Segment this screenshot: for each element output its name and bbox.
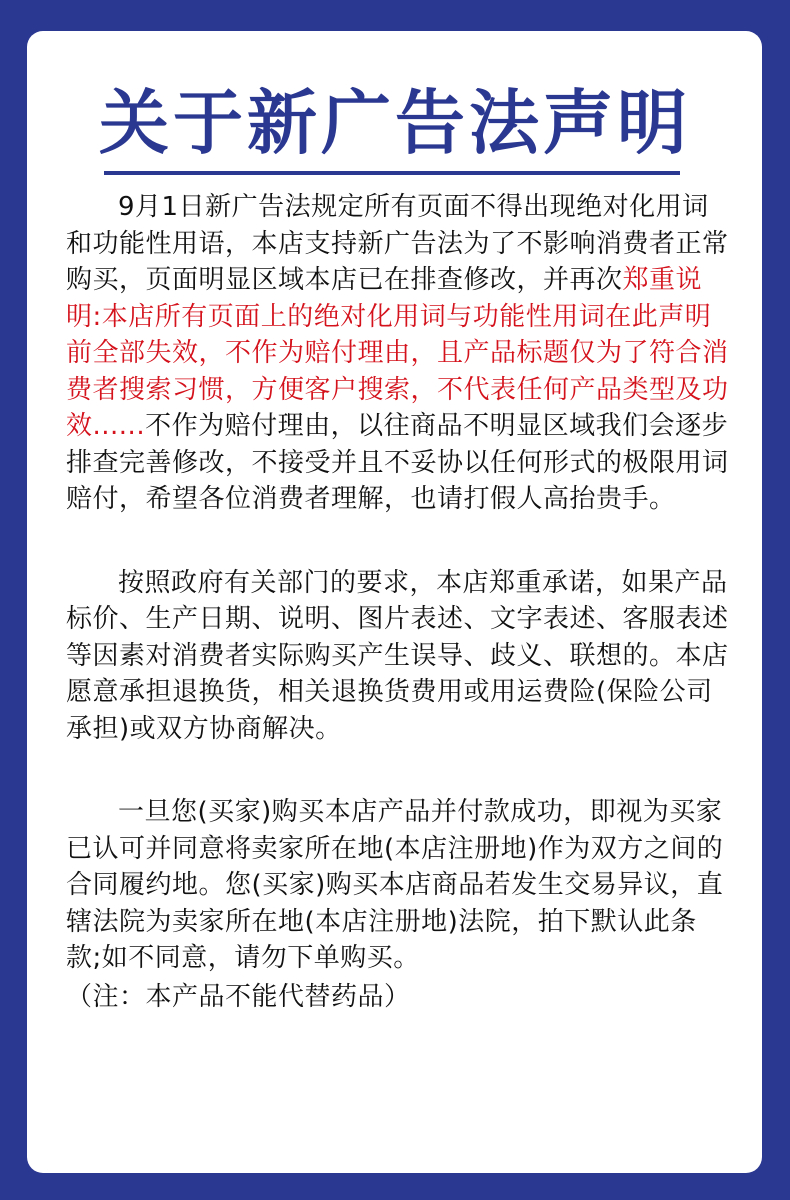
paragraph-return-policy-text: 按照政府有关部门的要求，本店郑重承诺，如果产品标价、生产日期、说明、图片表述、文字表述、客服表述等因素对消费者实际购买产生误导、歧义、联想的。本店愿意承担退换货，相关退换货费用或用运费险(保险公司承担)或双方协商解决。	[66, 567, 729, 744]
solemn-statement-highlight: 郑重说明:本店所有页面上的绝对化用词与功能性用词在此声明前全部失效，不作为赔付理由，且产品标题仅为了符合消费者搜索习惯，方便客户搜索，不代表任何产品类型及功效......	[66, 265, 729, 441]
paragraph-return-policy	[66, 565, 730, 748]
paragraph-advertising-law-intro: 9月1日新广告法规定所有页面不得出现绝对化用词和功能性用语，本店支持新广告法为了不影响消费者正常购买，页面明显区域本店已在排查修改，并再次	[66, 192, 729, 295]
paragraph-advertising-law-closing: 不作为赔付理由，以往商品不明显区域我们会逐步排查完善修改，不接受并且不妥协以任何形式的极限用词赔付，希望各位消费者理解，也请打假人高抬贵手。	[66, 411, 729, 514]
medicine-disclaimer-note: （注：本产品不能代替药品）	[66, 981, 411, 1012]
title-underline	[104, 171, 680, 175]
notice-body	[66, 189, 730, 1015]
paragraph-jurisdiction-text: 一旦您(买家)购买本店产品并付款成功，即视为买家已认可并同意将卖家所在地(本店注册地)作为双方之间的合同履约地。您(买家)购买本店商品若发生交易异议，直辖法院为卖家所在地(本店注册地)法院，拍下默认此条款;如不同意，请勿下单购买。	[66, 797, 724, 973]
paragraph-jurisdiction	[66, 794, 730, 977]
paragraph-advertising-law	[66, 189, 730, 518]
page-title: 关于新广告法声明	[99, 82, 691, 164]
